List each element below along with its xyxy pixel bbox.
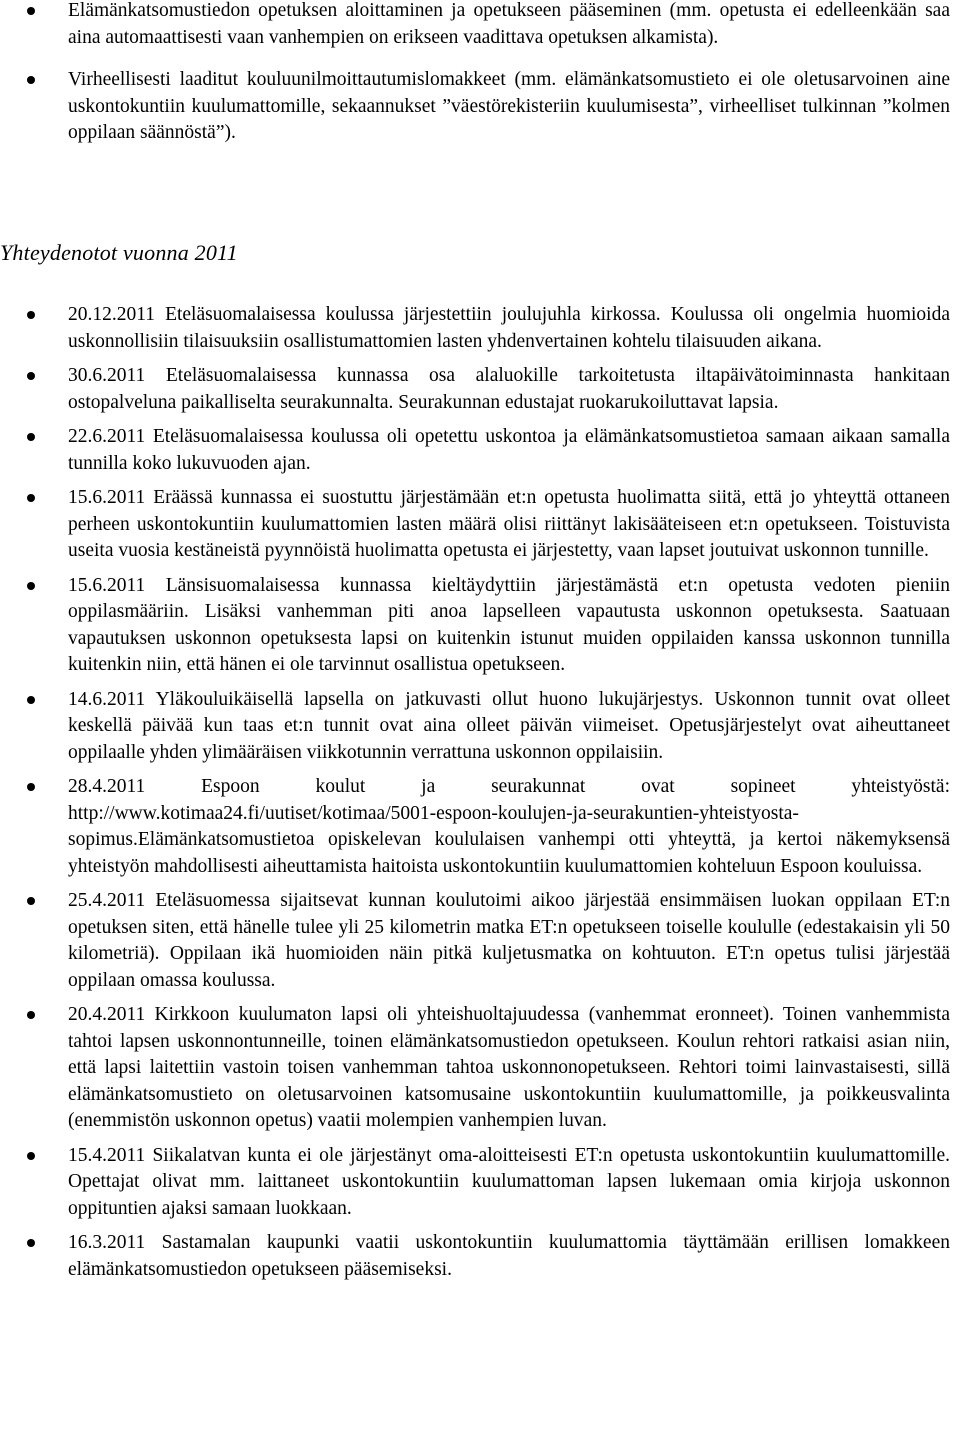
- bullet-icon: [27, 897, 35, 905]
- contacts-bullet-list: [0, 302, 960, 1291]
- list-item: [0, 888, 960, 994]
- list-item: [0, 573, 960, 679]
- list-item-text: 28.4.2011 Espoon koulut ja seurakunnat ovat sopineet yhteistyöstä: http://www.kotimaa24.fi/uutiset/kotimaa/5001-espoon-koulujen-ja-seurakuntien-yhteistyosta-sopimus.Elämänkatsomustietoa opiskelevan koululaisen vanhempi otti yhteyttä, ja kertoi näkemyksensä yhteistyön mahdollisesti aiheuttamista haitoista uskontokuntiin kuulumattomien kohteluun Espoon kouluissa.: [68, 776, 950, 877]
- list-item: [0, 687, 960, 767]
- list-item: [0, 1230, 960, 1283]
- list-item: [0, 0, 960, 51]
- bullet-icon: [27, 1152, 35, 1160]
- list-item: [0, 1002, 960, 1135]
- bullet-icon: [27, 76, 35, 84]
- list-item: [0, 363, 960, 416]
- list-item: [0, 774, 960, 880]
- list-item-text: 15.6.2011 Eräässä kunnassa ei suostuttu järjestämään et:n opetusta huolimatta siitä, että jo yhteyttä ottaneen perheen uskontokuntiin kuulumattomien lasten määrä olisi riittänyt lakisääteiseen et:n opetukseen. Toistuvista useita vuosia kestäneistä pyynnöistä huolimatta opetusta ei järjestetty, vaan lapset joutuivat uskonnon tunnille.: [68, 487, 950, 561]
- bullet-icon: [27, 783, 35, 791]
- bullet-icon: [27, 372, 35, 380]
- bullet-icon: [27, 7, 35, 15]
- list-item: [0, 424, 960, 477]
- list-item-text: 15.6.2011 Länsisuomalaisessa kunnassa kieltäydyttiin järjestämästä et:n opetusta vedoten pieniin oppilasmääriin. Lisäksi vanhemman piti anoa lapselleen vapautusta uskonnon opetuksesta. Saatuaan vapautuksen uskonnon opetuksesta lapsi on kuitenkin istunut muiden oppilaiden kanssa uskonnon tunnilla kuitenkin niin, että hänen ei ole tarvinnut osallistua opetukseen.: [68, 574, 950, 675]
- bullet-icon: [27, 582, 35, 590]
- bullet-icon: [27, 1239, 35, 1247]
- list-item-text: Elämänkatsomustiedon opetuksen aloittaminen ja opetukseen pääseminen (mm. opetusta ei edelleenkään saa aina automaattisesti vaan vanhempien on erikseen vaadittava opetuksen alkamista).: [68, 0, 950, 48]
- list-item-text: 20.12.2011 Eteläsuomalaisessa koulussa järjestettiin joulujuhla kirkossa. Koulussa oli ongelmia huomioida uskonnollisiin tilaisuuksiin osallistumattomien lasten yhdenvertainen kohtelu tilaisuuden aikana.: [68, 304, 950, 352]
- section-heading: Yhteydenotot vuonna 2011: [0, 240, 238, 265]
- list-item-text: 30.6.2011 Eteläsuomalaisessa kunnassa osa alaluokille tarkoitetusta iltapäivätoiminnasta hankitaan ostopalveluna paikalliselta seurakunnalta. Seurakunnan edustajat ruokarukoiluttavat lapsia.: [68, 365, 950, 413]
- bullet-icon: [27, 433, 35, 441]
- bullet-icon: [27, 494, 35, 502]
- bullet-icon: [27, 1011, 35, 1019]
- list-item-text: 14.6.2011 Yläkouluikäisellä lapsella on jatkuvasti ollut huono lukujärjestys. Uskonnon tunnit ovat olleet keskellä päivää kun taas et:n tunnit ovat aina olleet päivän viimeiset. Opetusjärjestelyt ovat aiheuttaneet oppilaalle yhden ylimääräisen viikkotunnin verrattuna uskonnon oppilaisiin.: [68, 688, 950, 763]
- intro-bullet-list: [0, 0, 960, 163]
- list-item-text: 16.3.2011 Sastamalan kaupunki vaatii uskontokuntiin kuulumattomia täyttämään erillisen lomakkeen elämänkatsomustiedon opetukseen pääsemiseksi.: [68, 1232, 950, 1280]
- list-item-text: 15.4.2011 Siikalatvan kunta ei ole järjestänyt oma-aloitteisesti ET:n opetusta uskontokuntiin kuulumattomille. Opettajat olivat mm. laittaneet uskontokuntiin kuulumattoman lapsen lukemaan omia kirjoja uskonnon oppituntien ajaksi samaan luokkaan.: [68, 1144, 950, 1219]
- list-item: [0, 302, 960, 355]
- list-item: [0, 485, 960, 565]
- list-item: [0, 1143, 960, 1223]
- list-item: [0, 67, 960, 147]
- bullet-icon: [27, 696, 35, 704]
- list-item-text: Virheellisesti laaditut kouluunilmoittautumislomakkeet (mm. elämänkatsomustieto ei ole oletusarvoinen aine uskontokuntiin kuulumattomille, sekaannukset ”väestörekisteriin kuulumisesta”, virheelliset tulkinnan ”kolmen oppilaan säännöstä”).: [68, 69, 950, 143]
- list-item-text: 25.4.2011 Eteläsuomessa sijaitsevat kunnan koulutoimi aikoo järjestää ensimmäisen luokan oppilaan ET:n opetuksen siten, että hänelle tulee yli 25 kilometrin matka ET:n opetukseen toiselle koululle (edestakaisin yli 50 kilometriä). Oppilaan ikä huomioiden näin pitkä kuljetusmatka on kohtuuton. ET:n opetus tulisi järjestää oppilaan omassa koulussa.: [68, 890, 950, 991]
- list-item-text: 20.4.2011 Kirkkoon kuulumaton lapsi oli yhteishuoltajuudessa (vanhemmat eronneet). Toinen vanhemmista tahtoi lapsen uskonnontunneille, toinen elämänkatsomustiedon opetukseen. Koulun rehtori ratkaisi asian niin, että lapsi laitettiin vastoin toisen vanhemman tahtoa uskonnonopetukseen. Rehtori toimi lainvastaisesti, sillä elämänkatsomustieto on oletusarvoinen katsomusaine uskontokuntiin kuulumattomille, ja poikkeusvalinta (enemmistön uskonnon opetus) vaatii molempien vanhempien luvan.: [68, 1004, 950, 1131]
- bullet-icon: [27, 311, 35, 319]
- list-item-text: 22.6.2011 Eteläsuomalaisessa koulussa oli opetettu uskontoa ja elämänkatsomustietoa samaan aikaan samalla tunnilla koko lukuvuoden ajan.: [68, 426, 950, 474]
